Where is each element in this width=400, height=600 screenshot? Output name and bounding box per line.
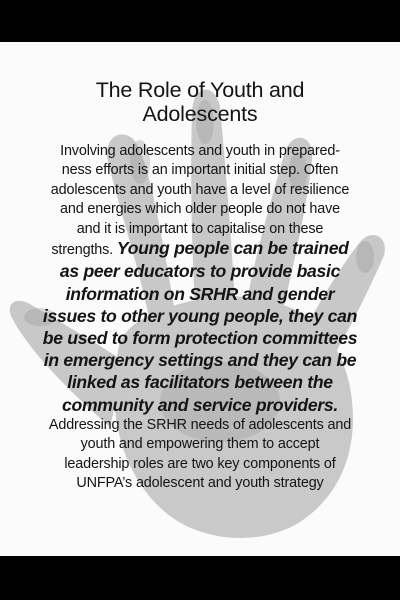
- page-title: [0, 78, 400, 126]
- emphasis-line: as peer educators to provide basic: [59, 261, 341, 282]
- emphasis-line: linked as facilitators between the: [67, 372, 333, 393]
- body-paragraph: [14, 142, 386, 493]
- title-line-2: Adolescents: [142, 102, 258, 126]
- emphasis-line: in emergency settings and they can be: [43, 350, 357, 371]
- closing-line: UNFPA’s adolescent and youth strategy: [76, 475, 324, 492]
- intro-line: Involving adolescents and youth in prepared-: [60, 143, 340, 159]
- title-line-1: The Role of Youth and: [95, 78, 305, 102]
- poster-card: [0, 42, 400, 556]
- intro-line: ness efforts is an important initial step. Often: [61, 162, 339, 179]
- intro-line: adolescents and youth have a level of resilience: [50, 181, 350, 198]
- poster-content: [0, 42, 400, 493]
- closing-line: leadership roles are two key components of: [64, 455, 336, 472]
- strengths-word: strengths.: [51, 242, 114, 259]
- emphasis-line: information on SRHR and gender: [65, 283, 335, 304]
- emphasis-line: issues to other young people, they can: [42, 305, 358, 326]
- closing-line: Addressing the SRHR needs of adolescents and: [48, 416, 352, 433]
- closing-line: youth and empowering them to accept: [80, 436, 320, 453]
- strengths-line: [14, 239, 386, 260]
- intro-line: and it is important to capitalise on these: [76, 220, 324, 237]
- intro-line: and energies which older people do not have: [60, 201, 340, 218]
- emphasis-line: community and service providers.: [62, 394, 338, 415]
- emphasis-line: be used to form protection committees: [42, 328, 358, 349]
- emphasis-line: Young people can be trained: [116, 238, 349, 259]
